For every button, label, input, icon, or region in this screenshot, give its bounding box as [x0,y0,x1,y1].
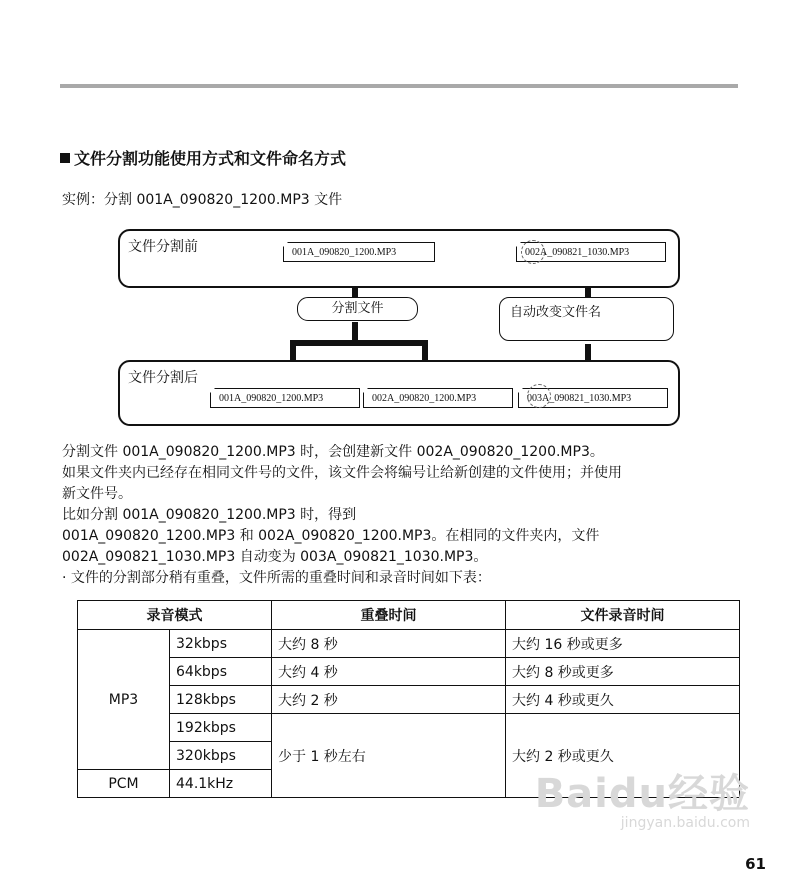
merged-overlap-cell: 少于 1 秒左右 [272,714,506,798]
record-cell: 大约 16 秒或更多 [506,630,740,658]
after-split-label: 文件分割后 [128,370,198,386]
after-file-3: 003A_090821_1030.MP3 [518,388,668,408]
record-cell: 大约 8 秒或更多 [506,658,740,686]
section-heading-text: 文件分割功能使用方式和文件命名方式 [74,149,347,168]
overlap-cell: 大约 8 秒 [272,630,506,658]
pcm-cell: PCM [78,770,170,798]
paragraph-line: 新文件号。 [62,486,132,502]
header-mode: 录音模式 [78,601,272,630]
mp3-cell: MP3 [78,630,170,770]
watermark-url: jingyan.baidu.com [620,815,750,831]
overlap-cell: 大约 4 秒 [272,658,506,686]
merged-record-cell: 大约 2 秒或更久 [506,714,740,798]
bitrate-cell: 32kbps [170,630,272,658]
header-record: 文件录音时间 [506,601,740,630]
before-file-1: 001A_090820_1200.MP3 [283,242,435,262]
paragraph-line: · 文件的分割部分稍有重叠，文件所需的重叠时间和录音时间如下表： [62,570,491,586]
body-paragraphs [62,442,622,589]
table-header-row [78,601,740,630]
record-cell: 大约 4 秒或更久 [506,686,740,714]
samplerate-cell: 44.1kHz [170,770,272,798]
page-number: 61 [745,855,766,873]
before-split-label: 文件分割前 [128,239,198,255]
paragraph-line: 比如分割 001A_090820_1200.MP3 时，得到 [62,507,357,523]
bitrate-cell: 320kbps [170,742,272,770]
table-row [78,630,740,658]
watermark [535,762,750,831]
header-overlap: 重叠时间 [272,601,506,630]
overlap-cell: 大约 2 秒 [272,686,506,714]
auto-rename-box: 自动改变文件名 [499,297,674,341]
paragraph-line: 如果文件夹内已经存在相同文件号的文件，该文件会将编号让给新创建的文件使用；并使用 [62,465,622,481]
highlight-circle-after [527,384,551,408]
split-file-pill: 分割文件 [297,297,418,321]
connector-horizontal [290,340,428,346]
after-file-2: 002A_090820_1200.MP3 [363,388,513,408]
table-row [78,686,740,714]
watermark-logo: Baidu经验 [534,771,750,817]
bitrate-cell: 192kbps [170,714,272,742]
paragraph-line: 001A_090820_1200.MP3 和 002A_090820_1200.MP3。在相同的文件夹内，文件 [62,528,600,544]
bitrate-cell: 64kbps [170,658,272,686]
example-line: 实例：分割 001A_090820_1200.MP3 文件 [62,192,343,208]
table-row [78,714,740,742]
table-row [78,658,740,686]
before-file-2: 002A_090821_1030.MP3 [516,242,666,262]
paragraph-line: 002A_090821_1030.MP3 自动变为 003A_090821_1030.MP3。 [62,549,488,565]
bitrate-cell: 128kbps [170,686,272,714]
after-file-1: 001A_090820_1200.MP3 [210,388,360,408]
split-diagram [0,0,798,440]
highlight-circle-before [521,240,545,264]
paragraph-line: 分割文件 001A_090820_1200.MP3 时，会创建新文件 002A_090820_1200.MP3。 [62,444,604,460]
